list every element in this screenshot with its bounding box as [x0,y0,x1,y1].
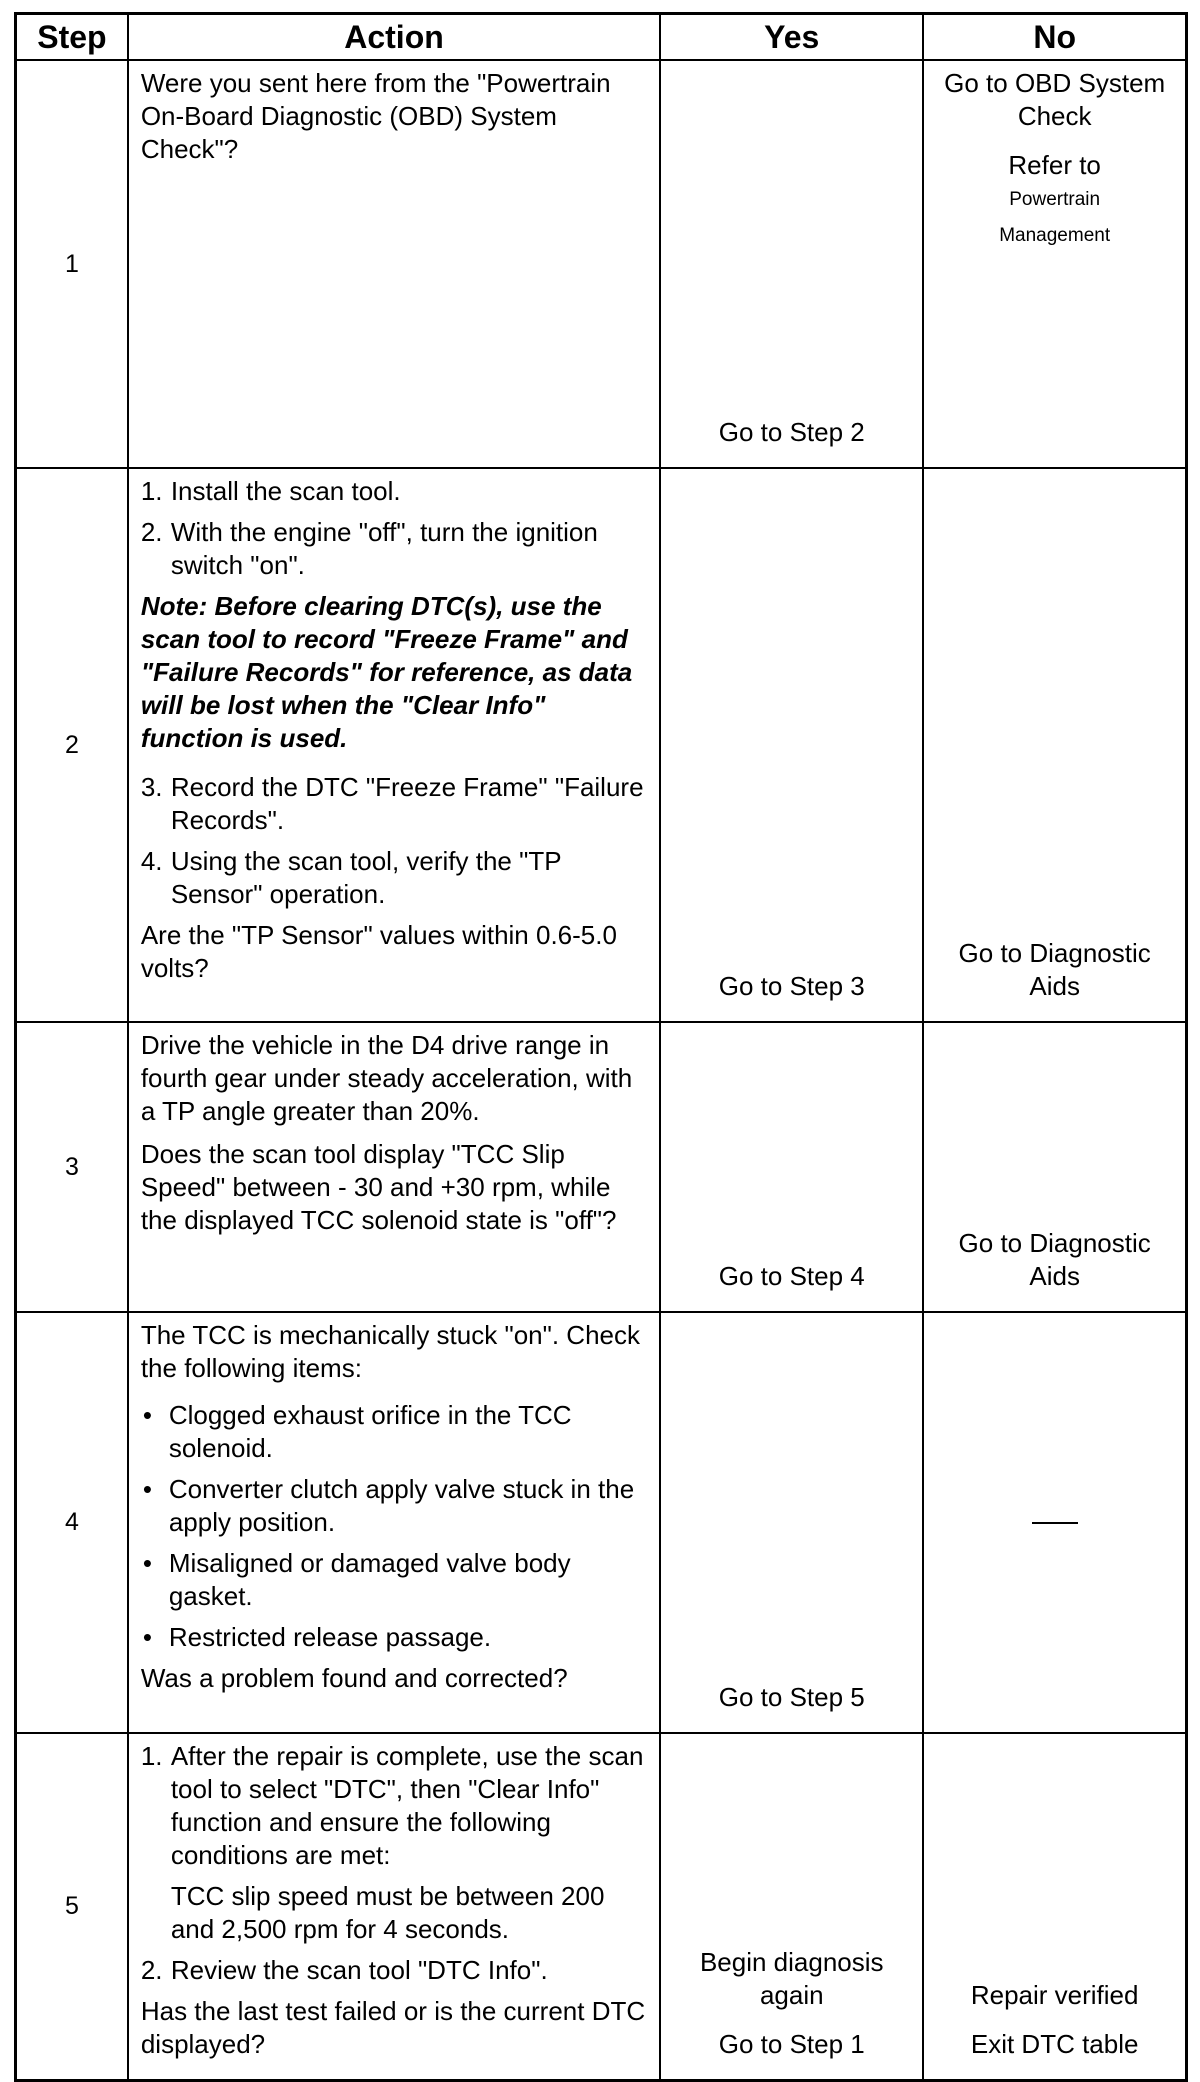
header-row [16,14,1187,61]
dtc-diagnostic-table-sheet [14,12,1188,2059]
step-number: 2 [16,468,128,1022]
action-steps-list [141,475,647,582]
step-number: 3 [16,1022,128,1312]
list-item: 4. Using the scan tool, verify the "TP Sensor" operation. [140,846,562,909]
no-refer-management: Management [999,225,1111,246]
list-item: 1. Install the scan tool. [140,476,401,506]
header-action: Action [128,14,660,61]
action-steps-list [141,1740,647,1872]
yes-outcome: Go to Step 3 [718,971,865,1001]
yes-outcome-begin: Begin diagnosis again [699,1947,884,2010]
table-row-step-3 [16,1022,1187,1312]
step-number: 1 [16,60,128,468]
no-outcome: Go to Diagnostic Aids [958,1228,1151,1291]
list-item: 2. With the engine "off", turn the ignition switch "on". [140,517,598,580]
action-question: Has the last test failed or is the current DTC displayed? [140,1996,646,2059]
action-question: Was a problem found and corrected? [140,1663,568,1693]
action-question: Are the "TP Sensor" values within 0.6-5.0 volts? [140,920,617,983]
diagnostic-table [14,12,1188,2082]
action-question: Were you sent here from the "Powertrain On-Board Diagnostic (OBD) System Check"? [140,68,611,164]
action-question: Does the scan tool display "TCC Slip Speed" between - 30 and +30 rpm, while the displayed TCC solenoid state is "off"? [140,1139,617,1235]
no-cell [923,468,1186,1022]
yes-outcome: Go to Step 4 [718,1261,865,1291]
header-step: Step [16,14,128,61]
no-refer-label: Refer to [1008,150,1101,180]
action-instruction: Drive the vehicle in the D4 drive range in fourth gear under steady acceleration, with a TP angle greater than 20%. [140,1030,633,1126]
list-item: • Restricted release passage. [142,1622,492,1652]
action-cell [128,60,660,468]
header-yes: Yes [660,14,923,61]
yes-outcome-goto: Go to Step 1 [718,2029,865,2059]
header-no: No [923,14,1186,61]
yes-cell [660,60,923,468]
action-note: Note: Before clearing DTC(s), use the scan tool to record "Freeze Frame" and "Failure Records" for reference, as data will be lost when the "Clear Info" function is used. [140,591,633,753]
list-item: • Converter clutch apply valve stuck in the apply position. [142,1474,635,1537]
check-items-list [141,1399,647,1654]
action-cell [128,1733,660,2081]
list-item: • Clogged exhaust orifice in the TCC solenoid. [142,1400,572,1463]
no-cell [923,1022,1186,1312]
no-outcome: Go to OBD System Check [944,68,1166,131]
action-condition: TCC slip speed must be between 200 and 2,500 rpm for 4 seconds. [170,1881,605,1944]
step-number: 5 [16,1733,128,2081]
no-cell [923,60,1186,468]
step-number: 4 [16,1312,128,1733]
list-item: • Misaligned or damaged valve body gasket. [142,1548,571,1611]
table-row-step-4 [16,1312,1187,1733]
yes-outcome: Go to Step 5 [718,1682,865,1712]
list-item: 3. Record the DTC "Freeze Frame" "Failure Records". [140,772,644,835]
yes-outcome: Go to Step 2 [718,417,865,447]
table-row-step-2 [16,468,1187,1022]
list-item: 1. After the repair is complete, use the scan tool to select "DTC", then "Clear Info" function and ensure the following conditions are met: [140,1741,644,1870]
yes-cell [660,1022,923,1312]
no-refer-powertrain: Powertrain [1009,189,1101,210]
no-outcome-verified: Repair verified [970,1980,1139,2010]
no-outcome: Go to Diagnostic Aids [958,938,1151,1001]
action-cell [128,468,660,1022]
action-instruction: The TCC is mechanically stuck "on". Check the following items: [140,1320,640,1383]
table-row-step-5 [16,1733,1187,2081]
no-cell [923,1312,1186,1733]
table-row-step-1 [16,60,1187,468]
not-applicable-dash [1032,1522,1078,1524]
action-steps-list [141,1954,647,1987]
yes-cell [660,1312,923,1733]
action-steps-list [141,771,647,911]
action-cell [128,1022,660,1312]
no-cell [923,1733,1186,2081]
list-item: 2. Review the scan tool "DTC Info". [140,1955,548,1985]
yes-cell [660,1733,923,2081]
no-outcome-exit: Exit DTC table [970,2029,1139,2059]
yes-cell [660,468,923,1022]
action-cell [128,1312,660,1733]
